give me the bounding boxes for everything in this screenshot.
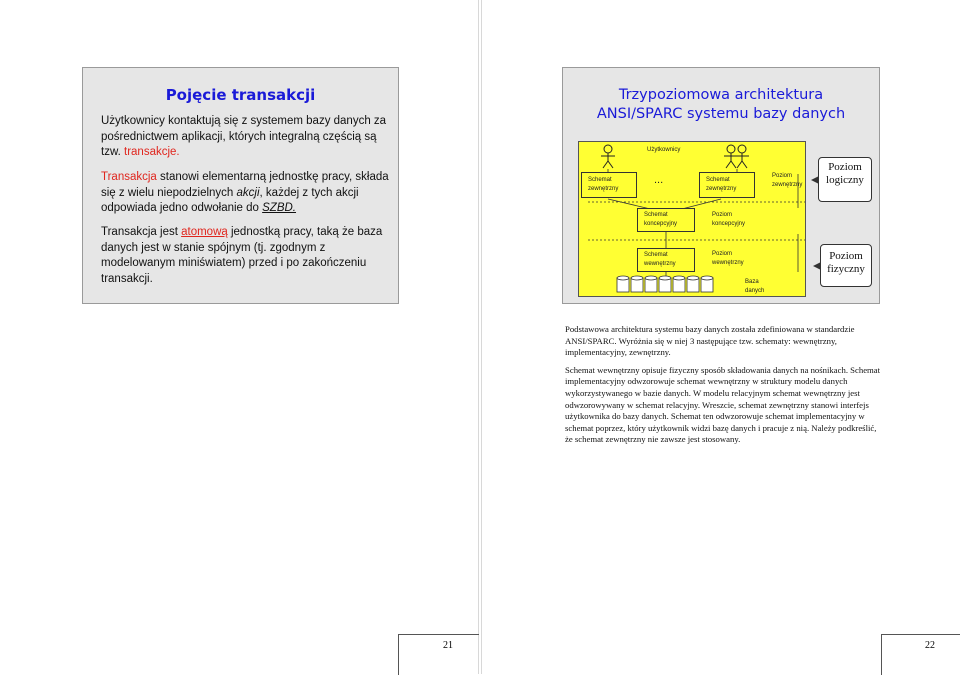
user-icon-left <box>601 145 615 168</box>
slide-title: Trzypoziomowa architektura ANSI/SPARC systemu bazy danych <box>596 87 846 122</box>
conceptual-level-label: Poziom koncepcyjny <box>712 212 746 227</box>
paragraph-transaction-definition: Transakcja stanowi elementarną jednostkę pracy, składa się z wielu niepodzielnych akcji, każdej z tych akcji odpowiada jedno odwołanie do SZBD. <box>101 171 389 214</box>
page-number-frame <box>881 634 960 675</box>
database-disks <box>617 276 713 292</box>
physical-level-callout: Poziom fizyczny <box>820 244 872 287</box>
external-schema-right: Schemat zewnętrzny <box>699 172 755 198</box>
term-szbd: SZBD. <box>262 202 297 214</box>
logical-level-callout: Poziom logiczny <box>818 157 872 202</box>
ellipsis: ... <box>654 174 664 186</box>
notes-paragraph: Podstawowa architektura systemu bazy danych została zdefiniowana w standardzie ANSI/SPARC. Wyróżnia się w niej 3 następujące tzw. schematy: wewnętrzny, implementacyjny, zewnętrzny. <box>565 324 855 358</box>
left-page <box>0 0 479 674</box>
architecture-diagram <box>578 141 806 297</box>
conceptual-schema: Schemat koncepcyjny <box>637 208 695 232</box>
page-number: 22 <box>925 640 935 651</box>
user-icon-right <box>735 145 749 168</box>
users-label: Użytkownicy <box>647 147 681 153</box>
internal-level-label: Poziom wewnętrzny <box>712 251 744 266</box>
term-transakcja: Transakcja <box>101 171 157 183</box>
internal-schema: Schemat wewnętrzny <box>637 248 695 272</box>
database-label: Baza danych <box>745 279 765 294</box>
paragraph-users: Użytkownicy kontaktują się z systemem bazy danych za pośrednictwem aplikacji, których integralną częścią są tzw. transakcje. <box>101 115 387 158</box>
external-schema-left: Schemat zewnętrzny <box>581 172 637 198</box>
page-number-frame <box>398 634 479 675</box>
slide-notes <box>565 324 883 452</box>
notes-paragraph: Schemat wewnętrzny opisuje fizyczny sposób składowania danych na nośnikach. Schemat implementacyjny odwzorowuje schemat wewnętrzny w struktury modelu danych wykorzystywanego w bazie danych. W modelu relacyjnym schemat wewnętrzny jest odwzorowywany w schemat relacyjny. Wreszcie, schemat zewnętrzny stanowi interfejs użytkownika do bazy danych. Schemat ten odwzorowuje schemat implementacyjny w schemat poprzez, który użytkownik widzi bazę danych i pracuje z nią. Należy podkreślić, że schemat zewnętrzny nie zawsze jest stosowany. <box>565 364 881 445</box>
term-akcji: akcji <box>236 186 260 199</box>
page-number: 21 <box>443 640 453 651</box>
term-transakcje: transakcje. <box>124 146 180 158</box>
slide-transaction-concept <box>82 67 399 304</box>
slide-title: Pojęcie transakcji <box>165 86 316 104</box>
external-level-label: Poziom zewnętrzny <box>772 173 803 188</box>
term-atomowa: atomową <box>181 226 228 238</box>
paragraph-atomicity: Transakcja jest atomową jednostką pracy, taką że baza danych jest w stanie spójnym (tj. zgodnym z modelowanym miniświatem) przed i po zakończeniu transakcji. <box>101 226 383 285</box>
